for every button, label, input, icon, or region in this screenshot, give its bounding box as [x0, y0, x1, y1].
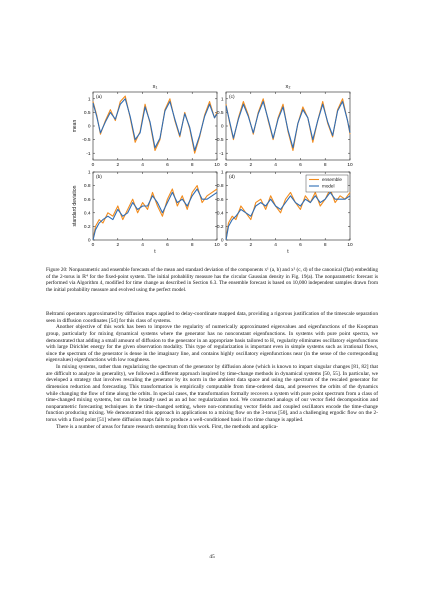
- x-tick-label: 4: [141, 163, 144, 168]
- legend-entry: model: [322, 183, 335, 189]
- legend-entry: ensemble: [322, 177, 342, 182]
- x-tick-label: 4: [141, 243, 144, 248]
- panel-title: x₁: [152, 84, 158, 90]
- y-tick-label: 0.2: [216, 225, 224, 230]
- series-line-model: [226, 102, 350, 148]
- paragraph: Beltrami operators approximated by diffusion maps applied to delay-coordinate mapped data, providing a rigorous justification of the timescale separation seen in diffusion coordinates [54] for this class of systems.: [46, 311, 378, 324]
- y-tick-label: 1: [220, 170, 224, 176]
- y-tick-label: 0.4: [216, 211, 224, 217]
- plot-frame: [93, 172, 217, 240]
- panel-label: (b): [96, 175, 102, 180]
- y-tick-label: 1: [87, 170, 91, 176]
- panel-label: (a): [96, 95, 102, 100]
- x-tick-label: 10: [347, 163, 353, 168]
- x-tick-label: 6: [299, 163, 302, 168]
- y-axis-label: mean: [72, 119, 78, 133]
- x-tick-label: 2: [249, 243, 253, 248]
- panel-label: (d): [229, 175, 235, 180]
- x-tick-label: 6: [166, 243, 169, 248]
- x-axis-label: t: [287, 249, 289, 255]
- y-tick-label: 0.5: [83, 111, 91, 116]
- x-tick-label: 2: [116, 163, 120, 168]
- y-tick-label: 0: [87, 124, 91, 130]
- y-tick-label: -0.5: [82, 138, 91, 144]
- x-tick-label: 4: [274, 163, 277, 168]
- x-tick-label: 8: [190, 243, 194, 248]
- y-tick-label: -1: [219, 151, 224, 157]
- paragraph: There is a number of areas for future research stemming from this work. First, the methods and applica-: [56, 423, 278, 430]
- y-tick-label: 0.8: [216, 184, 224, 190]
- x-tick-label: 0: [91, 163, 95, 168]
- x-tick-label: 2: [116, 243, 120, 248]
- x-tick-label: 8: [190, 163, 194, 168]
- x-tick-label: 6: [299, 243, 302, 248]
- series-line-model: [226, 192, 350, 240]
- y-tick-label: 0.8: [83, 184, 91, 190]
- series-line-ensemble: [93, 186, 217, 240]
- x-tick-label: 8: [323, 163, 327, 168]
- paragraph: In mixing systems, rather than regularizing the spectrum of the generator by diffusion alone (which is known to impart singular changes [81, 82] that are difficult to analyze in generality), we followed a different approach inspired by time-change methods in dynamical systems [50, 55]. In particular, we developed a strategy that involves rescaling the generator by its norm in the ambient data space and using the spectrum of the rescaled generator for dimension reduction and forecasting. This transformation is empirically computable from time-ordered data, and preserves the orbits of the dynamics while changing the flow of time along the orbits. In special cases, the transformation formally recovers a system with pure point spectrum from a class of time-changed mixing systems, but can be broadly used as an ad hoc regularization tool. We constructed analogs of our vector field decomposition and nonparametric forecasting techniques in the time-changed setting, where non-commuting vector fields and coupled oscillators encode the time-change function producing mixing. We demonstrated this approach in applications to a mixing flow on the 3-torus [50], and a challenging ergodic flow on the 2-torus with a fixed point [51] where diffusion maps fails to produce a well-conditioned basis if no time change is applied.: [46, 364, 378, 423]
- page-number: 45: [209, 554, 215, 560]
- body-text: [46, 311, 378, 430]
- paragraph: Another objective of this work has been to improve the regularity of numerically approximated eigenvalues and eigenfunctions of the Koopman group, particularly for mixing dynamical systems where the generator has no nonconstant eigenfunctions. In systems with pure point spectra, we demonstrated that adding a small amount of diffusion to the generator in an appropriate basis tailored to H₁ regularity eliminates oscillatory eigenfunctions with large Dirichlet energy for the given observation modality. This type of regularization is important even in simple systems such as irrational flows, since the spectrum of the generator is dense in the imaginary line, and contains highly oscillatory eigenfunctions near (in the sense of the corresponding eigenvalues) eigenfunctions with low roughness.: [46, 324, 378, 364]
- x-tick-label: 8: [323, 243, 327, 248]
- y-tick-label: 0.6: [216, 197, 224, 203]
- y-tick-label: -1: [86, 151, 91, 157]
- x-tick-label: 10: [214, 243, 220, 248]
- x-tick-label: 10: [214, 163, 220, 168]
- y-tick-label: 0.2: [83, 225, 91, 230]
- y-tick-label: 0: [87, 238, 91, 244]
- x-tick-label: 4: [274, 243, 277, 248]
- figure: [0, 0, 424, 262]
- series-line-model: [93, 189, 217, 240]
- x-tick-label: 0: [224, 163, 228, 168]
- x-tick-label: 6: [166, 163, 169, 168]
- y-tick-label: 1: [87, 97, 91, 103]
- plot-frame: [226, 92, 350, 160]
- panel-label: (c): [229, 95, 235, 100]
- panel-title: x₂: [285, 84, 291, 90]
- x-tick-label: 0: [224, 243, 228, 248]
- y-tick-label: 1: [220, 97, 224, 103]
- series-line-ensemble: [226, 189, 350, 240]
- y-tick-label: 0: [220, 124, 224, 130]
- x-tick-label: 10: [347, 243, 353, 248]
- y-tick-label: 0.6: [83, 197, 91, 203]
- y-tick-label: -0.5: [215, 138, 224, 144]
- x-tick-label: 2: [249, 163, 253, 168]
- series-line-ensemble: [93, 96, 217, 153]
- y-axis-label: standard deviation: [72, 185, 78, 227]
- x-tick-label: 0: [91, 243, 95, 248]
- y-tick-label: 0: [220, 238, 224, 244]
- y-tick-label: 0.4: [83, 211, 91, 217]
- figure-caption: Figure 20: Nonparametric and ensemble forecasts of the mean and standard deviation of the components x¹ (a, b) and x² (c, d) of the canonical (flat) embedding of the 2-torus in ℝ⁴ for the fixed-point system. The initial probability measure has the circular Gaussian density in Fig. 19(a). The nonparametric forecast is performed via Algorithm 4, modified for time change as described in Section 6.3. The ensemble forecast is based on 10,000 independent samples drawn from the initial probability measure and evolved using the perfect model.: [46, 267, 378, 293]
- x-axis-label: t: [154, 249, 156, 255]
- y-tick-label: 0.5: [216, 111, 224, 116]
